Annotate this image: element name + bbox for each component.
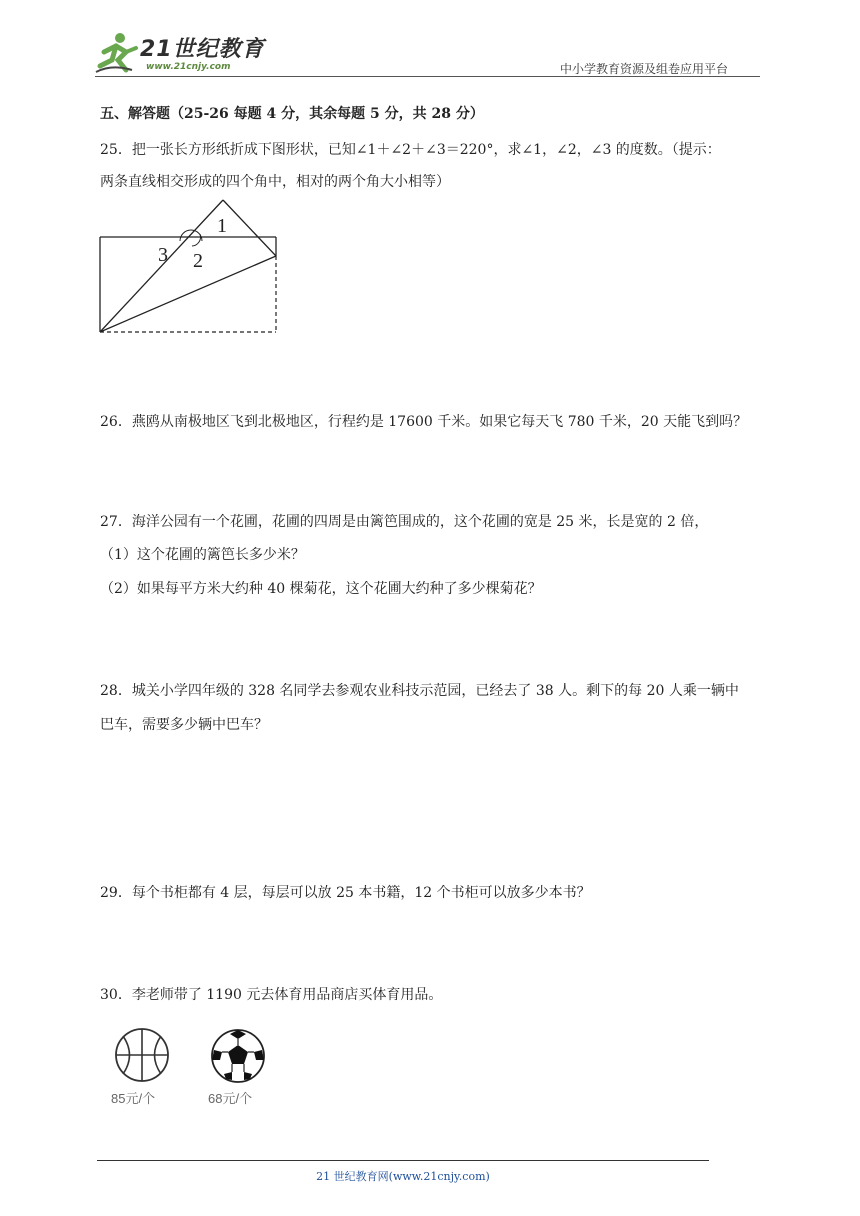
q25-folded-paper-figure xyxy=(96,194,286,339)
q29-text: 29．每个书柜都有 4 层，每层可以放 25 本书籍，12 个书柜可以放多少本书？ xyxy=(100,885,591,901)
folded-right-edge xyxy=(223,200,276,256)
angle-arc xyxy=(180,230,202,241)
q25-text-line1: 25．把一张长方形纸折成下图形状，已知∠1＋∠2＋∠3＝220°，求∠1，∠2，∠3 的度数。（提示： xyxy=(100,142,721,158)
footer-link[interactable]: 21 世纪教育网(www.21cnjy.com) xyxy=(316,1170,490,1183)
football-price: 68元/个 xyxy=(208,1091,253,1106)
q27-sub1: （1）这个花圃的篱笆长多少米？ xyxy=(100,547,305,563)
angle-2-label: 2 xyxy=(193,250,203,272)
angle-arc-2 xyxy=(192,234,201,246)
logo-url: www.21cnjy.com xyxy=(146,62,231,72)
q28-text-line2: 巴车，需要多少辆中巴车？ xyxy=(100,717,268,733)
q28-text-line1: 28．城关小学四年级的 328 名同学去参观农业科技示范园，已经去了 38 人。剩下的每 20 人乘一辆中 xyxy=(100,683,739,699)
q27-sub2: （2）如果每平方米大约种 40 棵菊花，这个花圃大约种了多少棵菊花？ xyxy=(100,581,542,597)
footer-divider xyxy=(97,1160,709,1161)
section-title: 五、解答题（25-26 每题 4 分，其余每题 5 分，共 28 分） xyxy=(100,106,484,122)
basketball-icon xyxy=(112,1028,172,1084)
q25-text-line2: 两条直线相交形成的四个角中，相对的两个角大小相等） xyxy=(100,174,450,190)
platform-name: 中小学教育资源及组卷应用平台 xyxy=(560,62,729,76)
logo-text: 21世纪教育 xyxy=(140,37,265,62)
q30-text: 30．李老师带了 1190 元去体育用品商店买体育用品。 xyxy=(100,987,443,1003)
angle-3-label: 3 xyxy=(158,244,168,266)
football-icon xyxy=(210,1028,266,1084)
fold-bottom-edge xyxy=(100,256,276,332)
header-divider xyxy=(95,76,760,77)
q26-text: 26．燕鸥从南极地区飞到北极地区，行程约是 17600 千米。如果它每天飞 780 千米，20 天能飞到吗？ xyxy=(100,414,748,430)
angle-1-label: 1 xyxy=(217,215,227,237)
basketball-price: 85元/个 xyxy=(111,1091,156,1106)
q27-text: 27．海洋公园有一个花圃，花圃的四周是由篱笆围成的，这个花圃的宽是 25 米，长是宽的 2 倍， xyxy=(100,514,709,530)
fold-line xyxy=(100,200,223,332)
